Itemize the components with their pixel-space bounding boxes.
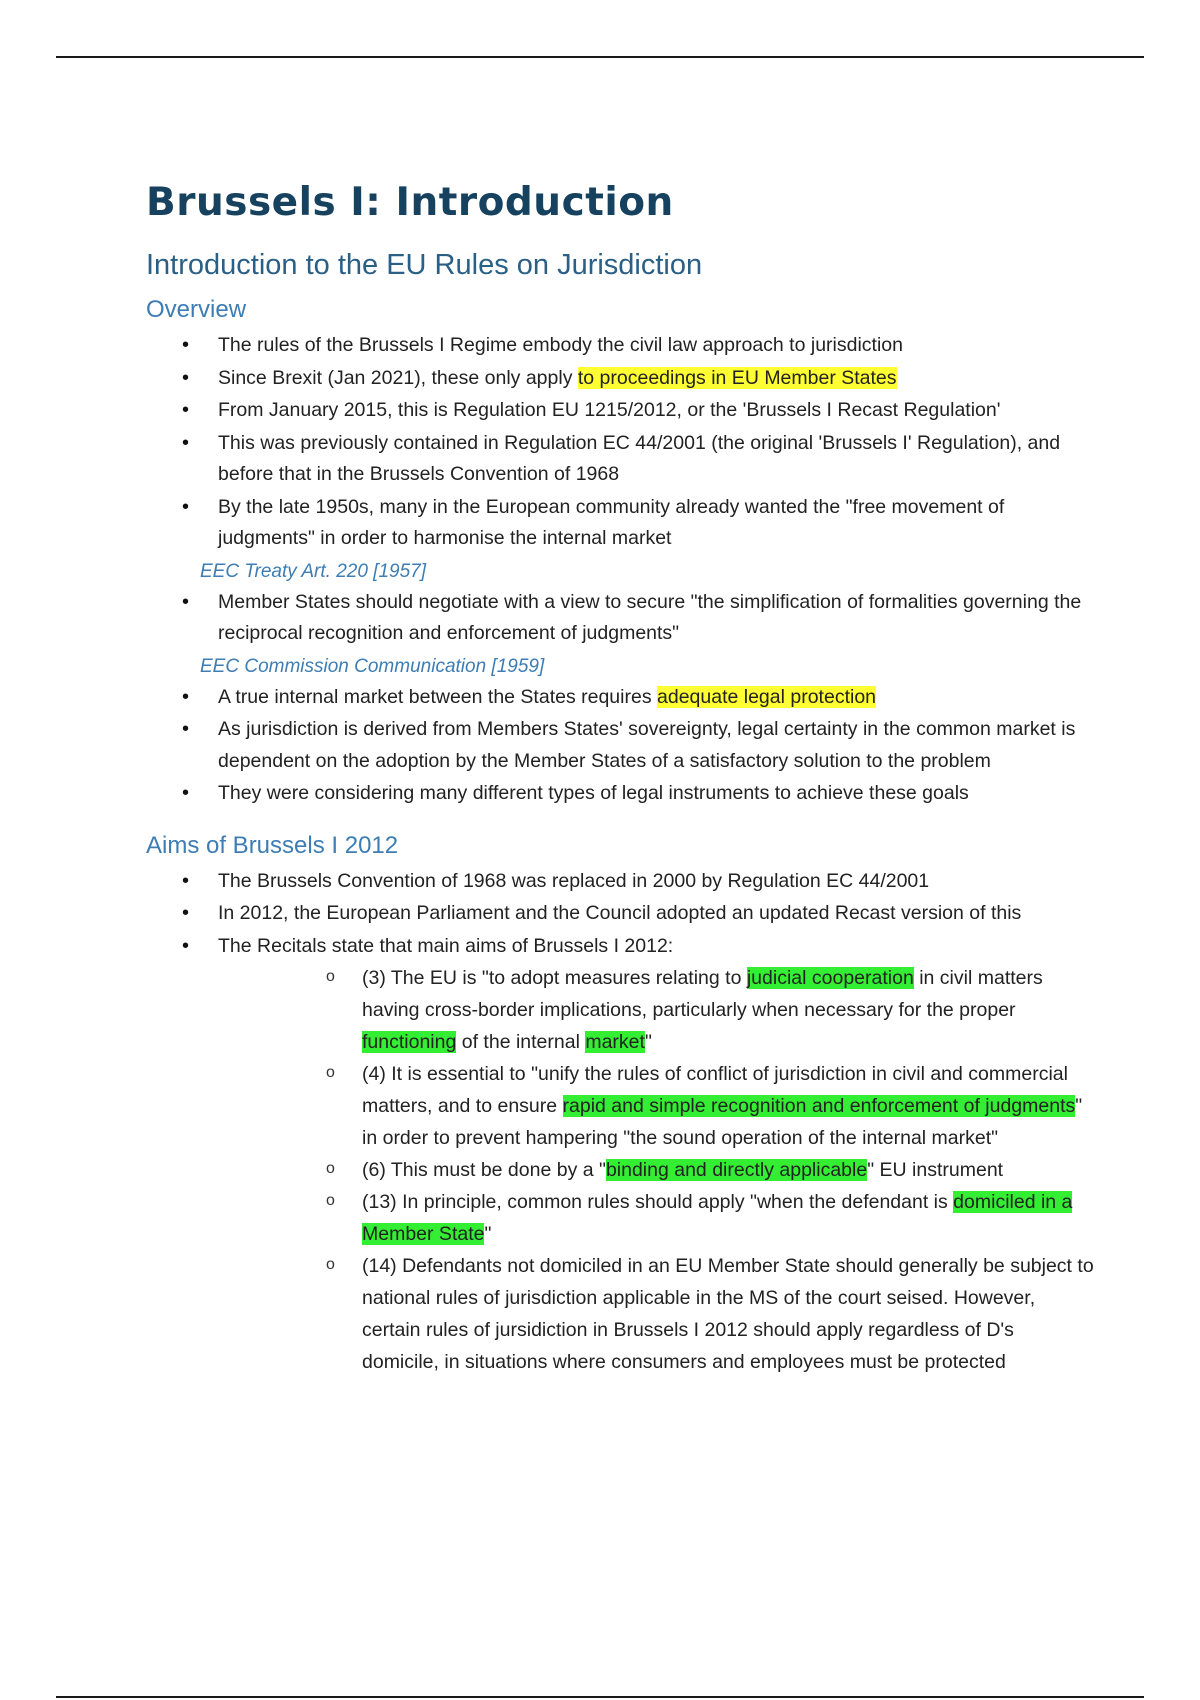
sub-list-item [218,1154,1096,1186]
green-highlight: rapid and simple recognition and enforcement of judgments [562,1095,1076,1117]
list-item [146,395,1096,427]
list-item [146,330,1096,362]
document-body [146,178,1096,1379]
list-item-text: (13) In principle, common rules should apply "when the defendant is [362,1191,954,1213]
overview-heading: Overview [146,296,247,323]
source-caption: EEC Commission Communication [1959] [200,655,545,677]
list-item-text: They were considering many different types of legal instruments to achieve these goals [218,782,969,804]
recitals-list [218,962,1096,1378]
green-highlight: functioning [362,1031,457,1053]
source-caption: EEC Treaty Art. 220 [1957] [200,560,426,582]
list-item-text: (3) The EU is "to adopt measures relating to [362,967,747,989]
list-item-text: (4) It is essential to "unify the rules of conflict of jurisdiction in civil and commercial matters, and to ensure [362,1063,1068,1117]
list-item [146,866,1096,898]
list-item-text: of the internal [456,1031,586,1053]
sub-list-item [218,1186,1096,1250]
list-item [146,778,1096,810]
page-title: Brussels I: Introduction [146,180,674,225]
list-item-text: By the late 1950s, many in the European community already wanted the "free movement of judgments" in order to harmonise the internal market [218,495,1005,549]
yellow-highlight: to proceedings in EU Member States [577,366,897,389]
list-item [146,428,1096,491]
aims-heading: Aims of Brussels I 2012 [146,831,399,859]
overview-list [146,330,1096,555]
bottom-rule [56,1696,1144,1698]
overview-list-3 [146,682,1096,810]
section-title: Introduction to the EU Rules on Jurisdiction [146,249,703,281]
yellow-highlight: adequate legal protection [657,685,877,708]
aims-list [146,866,1096,1379]
list-item-text: The Brussels Convention of 1968 was replaced in 2000 by Regulation EC 44/2001 [218,869,930,892]
sub-list-item [218,1250,1096,1378]
list-item-text: " in order to prevent hampering "the sound operation of the internal market" [362,1095,1083,1149]
list-item-text: Member States should negotiate with a view to secure "the simplification of formalities governing the reciprocal recognition and enforcement of judgments" [218,590,1082,644]
list-item-text: (6) This must be done by a " [362,1159,606,1181]
list-item-text: " [484,1223,492,1245]
overview-list-2 [146,587,1096,650]
list-item-text: The rules of the Brussels I Regime embody the civil law approach to jurisdiction [218,334,903,356]
sub-list-item [218,962,1096,1058]
sub-list-item [218,1058,1096,1154]
list-item-text: A true internal market between the States requires [218,685,657,708]
list-item-text: " [644,1031,652,1053]
green-highlight: domiciled in a Member State [362,1191,1073,1245]
list-item-text: This was previously contained in Regulation EC 44/2001 (the original 'Brussels I' Regulation), and before that in the Brussels Convention of 1968 [218,431,1061,485]
list-item-text: As jurisdiction is derived from Members States' sovereignty, legal certainty in the common market is dependent on the adoption by the Member States of a satisfactory solution to the problem [218,718,1076,772]
green-highlight: binding and directly applicable [605,1159,868,1181]
list-item-text: in civil matters having cross-border implications, particularly when necessary for the proper [362,967,1043,1021]
list-item [146,931,1096,1379]
list-item [146,714,1096,777]
list-item-text: Since Brexit (Jan 2021), these only apply [218,366,578,389]
list-item [146,492,1096,555]
green-highlight: judicial cooperation [746,967,914,989]
list-item-text: From January 2015, this is Regulation EU 1215/2012, or the 'Brussels I Recast Regulation' [218,399,1001,421]
list-item [146,682,1096,714]
top-rule [56,56,1144,58]
green-highlight: market [585,1031,645,1053]
list-item-text: The Recitals state that main aims of Brussels I 2012: [218,934,674,957]
list-item [146,363,1096,395]
list-item-text: In 2012, the European Parliament and the Council adopted an updated Recast version of this [218,902,1022,924]
list-item [146,898,1096,930]
list-item-text: (14) Defendants not domiciled in an EU Member State should generally be subject to national rules of jurisdiction applicable in the MS of the court seised. However, certain rules of jursidiction in Brussels I 2012 should apply regardless of D's domicile, in situations where consumers and employees must be protected [362,1255,1094,1373]
list-item [146,587,1096,650]
list-item-text: " EU instrument [867,1159,1004,1181]
